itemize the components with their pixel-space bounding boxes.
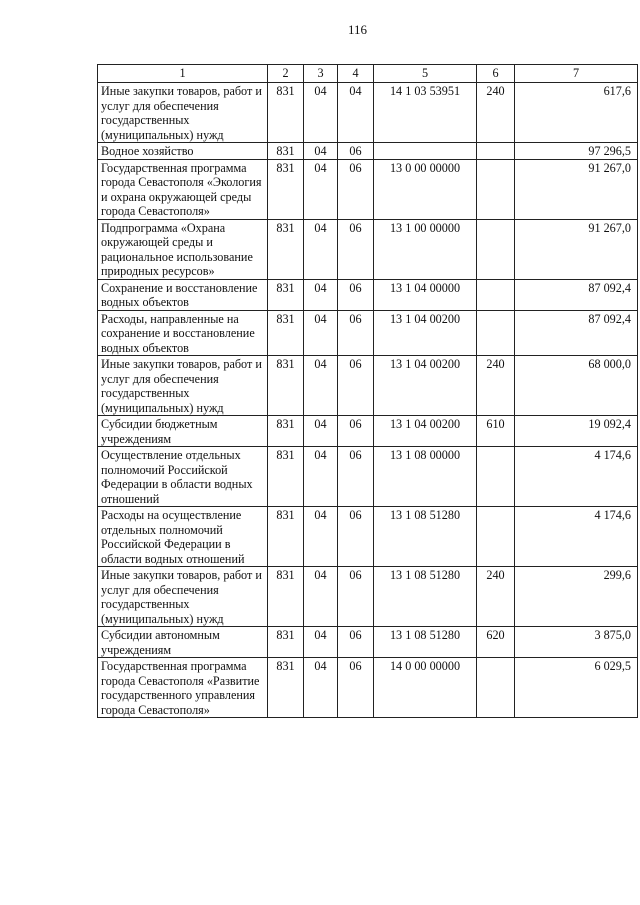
row-pr-cell: 06 — [338, 447, 374, 507]
header-col-4: 4 — [338, 65, 374, 83]
row-csr-cell: 14 0 00 00000 — [374, 658, 477, 718]
row-name-cell: Государственная программа города Севастополя «Экология и охрана окружающей среды города Севастополя» — [98, 159, 268, 219]
row-csr-cell: 13 0 00 00000 — [374, 159, 477, 219]
row-pr-cell: 06 — [338, 219, 374, 279]
row-name-cell: Иные закупки товаров, работ и услуг для обеспечения государственных (муниципальных) нужд — [98, 83, 268, 143]
row-vr-cell: 240 — [477, 356, 515, 416]
row-ved-cell: 831 — [268, 83, 304, 143]
row-rz-cell: 04 — [304, 447, 338, 507]
row-rz-cell: 04 — [304, 219, 338, 279]
row-sum-cell: 97 296,5 — [515, 143, 638, 160]
row-name-cell: Субсидии автономным учреждениям — [98, 627, 268, 658]
row-rz-cell: 04 — [304, 143, 338, 160]
row-ved-cell: 831 — [268, 219, 304, 279]
row-vr-cell — [477, 219, 515, 279]
row-name-cell: Иные закупки товаров, работ и услуг для обеспечения государственных (муниципальных) нужд — [98, 356, 268, 416]
row-pr-cell: 06 — [338, 567, 374, 627]
row-csr-cell: 13 1 08 51280 — [374, 567, 477, 627]
row-ved-cell: 831 — [268, 143, 304, 160]
table-row — [98, 507, 638, 567]
budget-table — [97, 64, 638, 718]
row-vr-cell — [477, 658, 515, 718]
row-rz-cell: 04 — [304, 279, 338, 310]
row-name-cell: Государственная программа города Севастополя «Развитие государственного управления города Севастополя» — [98, 658, 268, 718]
row-csr-cell: 14 1 03 53951 — [374, 83, 477, 143]
row-sum-cell: 6 029,5 — [515, 658, 638, 718]
row-pr-cell: 06 — [338, 627, 374, 658]
row-sum-cell: 4 174,6 — [515, 507, 638, 567]
row-csr-cell: 13 1 04 00000 — [374, 279, 477, 310]
row-rz-cell: 04 — [304, 310, 338, 356]
row-rz-cell: 04 — [304, 356, 338, 416]
row-pr-cell: 06 — [338, 356, 374, 416]
row-pr-cell: 06 — [338, 310, 374, 356]
row-pr-cell: 06 — [338, 507, 374, 567]
row-sum-cell: 19 092,4 — [515, 416, 638, 447]
table-row — [98, 219, 638, 279]
row-vr-cell — [477, 507, 515, 567]
row-sum-cell: 3 875,0 — [515, 627, 638, 658]
row-sum-cell: 87 092,4 — [515, 279, 638, 310]
row-ved-cell: 831 — [268, 627, 304, 658]
row-name-cell: Осуществление отдельных полномочий Российской Федерации в области водных отношений — [98, 447, 268, 507]
row-ved-cell: 831 — [268, 159, 304, 219]
row-csr-cell: 13 1 04 00200 — [374, 310, 477, 356]
table-row — [98, 356, 638, 416]
row-csr-cell: 13 1 04 00200 — [374, 416, 477, 447]
header-col-1: 1 — [98, 65, 268, 83]
row-ved-cell: 831 — [268, 310, 304, 356]
row-name-cell: Сохранение и восстановление водных объектов — [98, 279, 268, 310]
row-csr-cell: 13 1 08 00000 — [374, 447, 477, 507]
table-row — [98, 279, 638, 310]
table-row — [98, 567, 638, 627]
row-rz-cell: 04 — [304, 83, 338, 143]
row-name-cell: Расходы на осуществление отдельных полномочий Российской Федерации в области водных отношений — [98, 507, 268, 567]
row-csr-cell: 13 1 00 00000 — [374, 219, 477, 279]
row-rz-cell: 04 — [304, 627, 338, 658]
row-rz-cell: 04 — [304, 416, 338, 447]
table-row — [98, 447, 638, 507]
row-pr-cell: 06 — [338, 159, 374, 219]
row-pr-cell: 06 — [338, 416, 374, 447]
row-sum-cell: 68 000,0 — [515, 356, 638, 416]
row-name-cell: Подпрограмма «Охрана окружающей среды и рациональное использование природных ресурсов» — [98, 219, 268, 279]
row-ved-cell: 831 — [268, 567, 304, 627]
row-csr-cell: 13 1 08 51280 — [374, 627, 477, 658]
row-rz-cell: 04 — [304, 567, 338, 627]
header-col-3: 3 — [304, 65, 338, 83]
header-col-7: 7 — [515, 65, 638, 83]
row-sum-cell: 87 092,4 — [515, 310, 638, 356]
row-sum-cell: 91 267,0 — [515, 219, 638, 279]
table-row — [98, 627, 638, 658]
row-sum-cell: 91 267,0 — [515, 159, 638, 219]
header-col-6: 6 — [477, 65, 515, 83]
row-csr-cell — [374, 143, 477, 160]
row-csr-cell: 13 1 04 00200 — [374, 356, 477, 416]
row-rz-cell: 04 — [304, 507, 338, 567]
row-rz-cell: 04 — [304, 159, 338, 219]
table-row — [98, 159, 638, 219]
row-ved-cell: 831 — [268, 658, 304, 718]
row-sum-cell: 4 174,6 — [515, 447, 638, 507]
row-vr-cell — [477, 159, 515, 219]
row-ved-cell: 831 — [268, 279, 304, 310]
row-vr-cell: 240 — [477, 83, 515, 143]
row-vr-cell — [477, 279, 515, 310]
row-sum-cell: 299,6 — [515, 567, 638, 627]
table-row — [98, 143, 638, 160]
row-ved-cell: 831 — [268, 416, 304, 447]
row-vr-cell — [477, 447, 515, 507]
row-name-cell: Водное хозяйство — [98, 143, 268, 160]
header-row — [98, 65, 638, 83]
table-row — [98, 310, 638, 356]
table-row — [98, 416, 638, 447]
row-vr-cell: 240 — [477, 567, 515, 627]
row-pr-cell: 06 — [338, 143, 374, 160]
row-vr-cell — [477, 143, 515, 160]
page-number: 116 — [347, 22, 368, 37]
row-name-cell: Иные закупки товаров, работ и услуг для обеспечения государственных (муниципальных) нужд — [98, 567, 268, 627]
row-pr-cell: 06 — [338, 658, 374, 718]
row-sum-cell: 617,6 — [515, 83, 638, 143]
header-col-2: 2 — [268, 65, 304, 83]
row-name-cell: Расходы, направленные на сохранение и восстановление водных объектов — [98, 310, 268, 356]
row-vr-cell — [477, 310, 515, 356]
row-rz-cell: 04 — [304, 658, 338, 718]
row-pr-cell: 06 — [338, 279, 374, 310]
row-pr-cell: 04 — [338, 83, 374, 143]
row-csr-cell: 13 1 08 51280 — [374, 507, 477, 567]
row-ved-cell: 831 — [268, 356, 304, 416]
row-vr-cell: 620 — [477, 627, 515, 658]
header-col-5: 5 — [374, 65, 477, 83]
row-ved-cell: 831 — [268, 447, 304, 507]
table-row — [98, 83, 638, 143]
table-row — [98, 658, 638, 718]
row-vr-cell: 610 — [477, 416, 515, 447]
row-name-cell: Субсидии бюджетным учреждениям — [98, 416, 268, 447]
row-ved-cell: 831 — [268, 507, 304, 567]
